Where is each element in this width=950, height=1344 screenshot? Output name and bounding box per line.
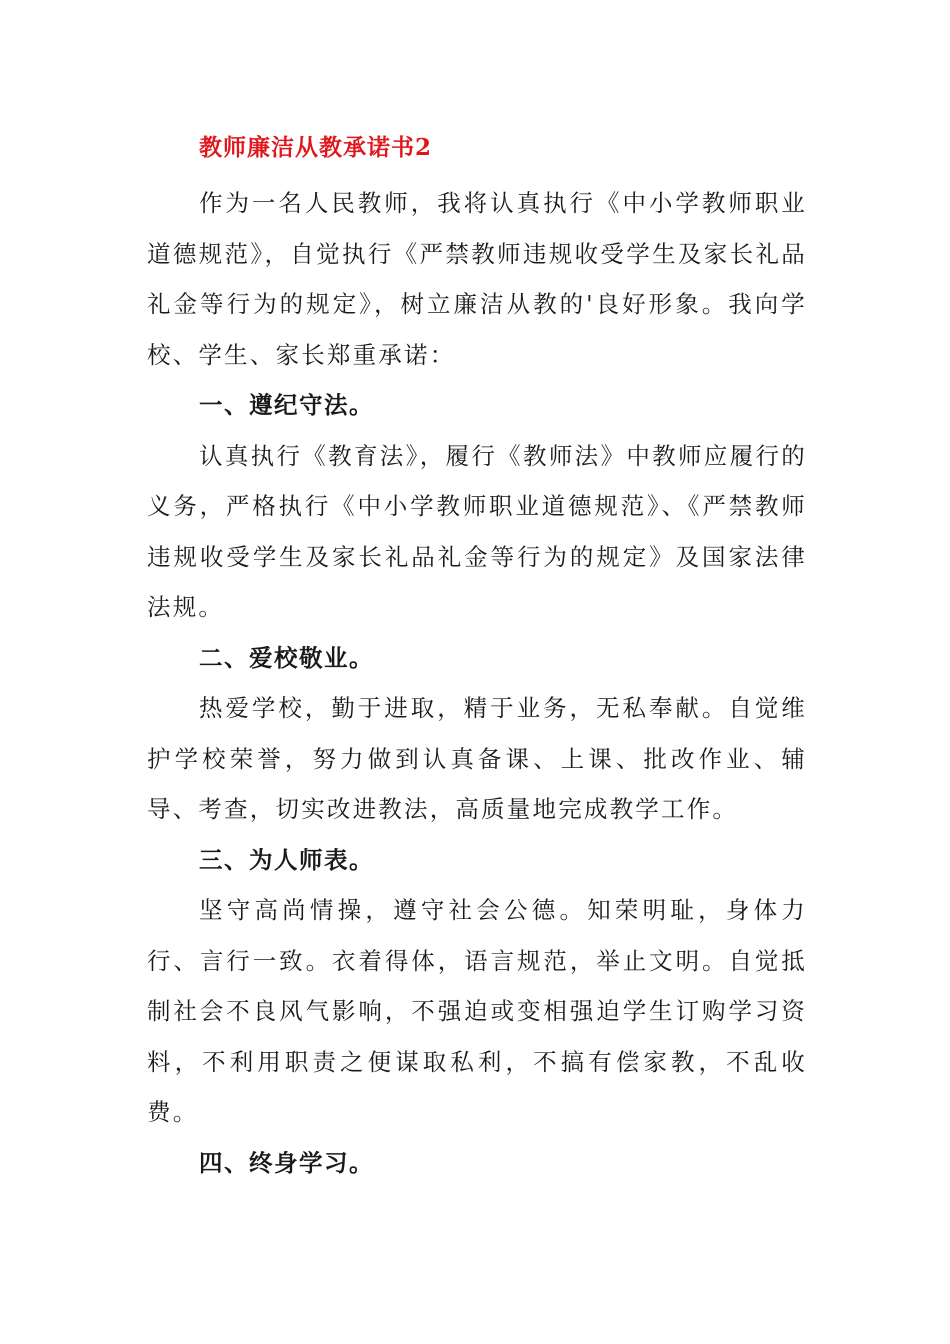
section-3-body: 坚守高尚情操，遵守社会公德。知荣明耻，身体力行、言行一致。衣着得体，语言规范，举止文明。自觉抵制社会不良风气影响，不强迫或变相强迫学生订购学习资料，不利用职责之便谋取私利，不搞有偿家教，不乱收费。 — [147, 896, 807, 1126]
section-1-heading: 一、遵纪守法。 — [199, 391, 374, 419]
section-2-body: 热爱学校，勤于进取，精于业务，无私奉献。自觉维护学校荣誉，努力做到认真备课、上课、批改作业、辅导、考查，切实改进教法，高质量地完成教学工作。 — [147, 694, 807, 823]
section-3-heading: 三、为人师表。 — [199, 845, 374, 874]
document-page — [147, 128, 807, 1188]
section-4-heading: 四、终身学习。 — [199, 1148, 374, 1177]
section-1-body: 认真执行《教育法》，履行《教师法》中教师应履行的义务，严格执行《中小学教师职业道德规范》、《严禁教师违规收受学生及家长礼品礼金等行为的规定》及国家法律法规。 — [147, 441, 807, 621]
document-title: 教师廉洁从教承诺书2 — [199, 134, 433, 161]
section-2-heading: 二、爱校敬业。 — [199, 643, 374, 672]
intro-paragraph: 作为一名人民教师，我将认真执行《中小学教师职业道德规范》，自觉执行《严禁教师违规收受学生及家长礼品礼金等行为的规定》，树立廉洁从教的'良好形象。我向学校、学生、家长郑重承诺： — [147, 189, 807, 369]
